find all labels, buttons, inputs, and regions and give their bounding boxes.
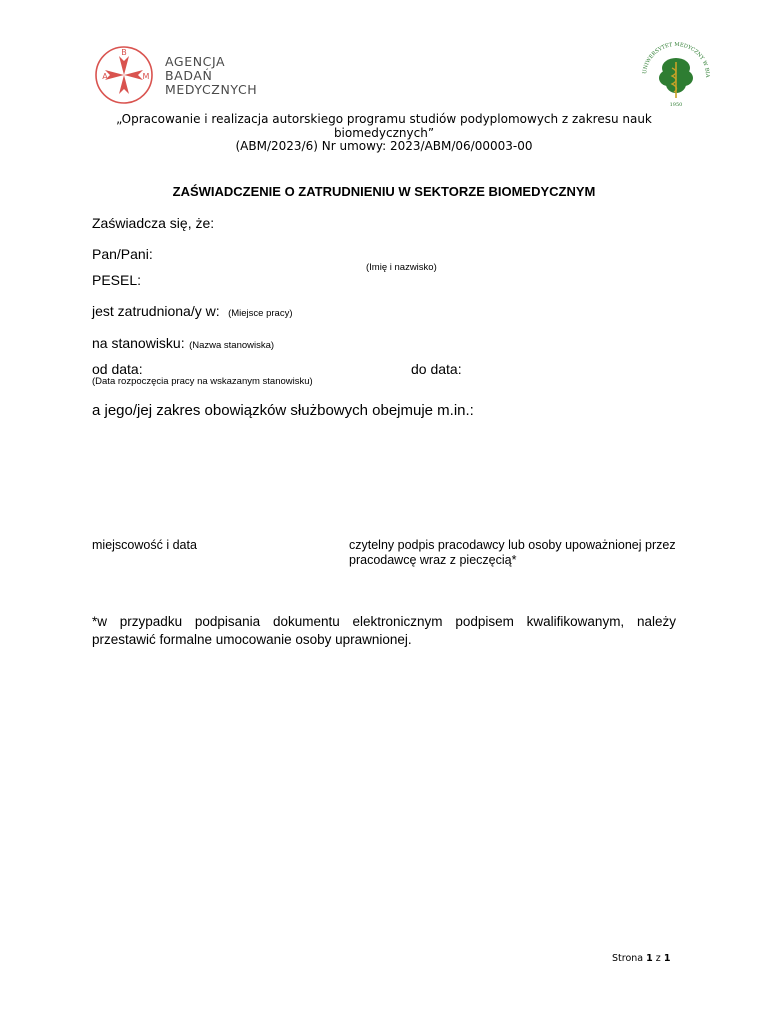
signer-label	[349, 538, 676, 568]
workplace-hint: (Miejsce pracy)	[228, 308, 293, 319]
signer-line-2: pracodawcę wraz z pieczęcią*	[349, 553, 517, 567]
header-line-1: „Opracowanie i realizacja autorskiego programu studiów podyplomowych z zakresu nauk	[116, 112, 652, 126]
place-date-label: miejscowość i data	[92, 538, 197, 552]
position-row	[92, 335, 274, 353]
position-label: na stanowisku:	[92, 335, 185, 351]
name-hint: (Imię i nazwisko)	[366, 262, 437, 273]
abm-letter-m: M	[142, 72, 150, 81]
employed-row	[92, 303, 292, 321]
abm-letter-a: A	[102, 72, 108, 81]
pesel-label: PESEL:	[92, 272, 142, 288]
abm-name-line-1: AGENCJA	[165, 54, 226, 69]
abm-logo-name	[165, 55, 257, 97]
pager-of: z	[655, 953, 661, 964]
certify-text: Zaświadcza się, że:	[92, 215, 215, 231]
duties-text: a jego/jej zakres obowiązków służbowych obejmuje m.in.:	[92, 402, 474, 419]
pager-label: Strona	[612, 953, 644, 964]
document-title: ZAŚWIADCZENIE O ZATRUDNIENIU W SEKTORZE BIOMEDYCZNYM	[172, 184, 596, 199]
page-number	[612, 953, 670, 964]
pager-current: 1	[646, 953, 653, 964]
pager-total: 1	[663, 953, 671, 964]
signer-line-1: czytelny podpis pracodawcy lub osoby upoważnionej przez	[349, 538, 676, 552]
abm-name-line-3: MEDYCZNYCH	[165, 82, 258, 97]
employed-label: jest zatrudniona/y w:	[92, 303, 220, 319]
abm-cross-icon	[92, 44, 162, 106]
date-to-label: do data:	[411, 361, 462, 377]
position-hint: (Nazwa stanowiska)	[189, 340, 275, 351]
header-line-3: (ABM/2023/6) Nr umowy: 2023/ABM/06/00003-00	[235, 139, 533, 153]
abm-letter-b: B	[121, 48, 127, 57]
umb-ring-text: UNIWERSYTET MEDYCZNY W BIA	[642, 41, 711, 78]
pan-pani-label: Pan/Pani:	[92, 246, 153, 262]
header-line-2: biomedycznych”	[333, 126, 435, 140]
footnote: *w przypadku podpisania dokumentu elektronicznym podpisem kwalifikowanym, należy przestawić formalne umocowanie osoby uprawnionej.	[92, 614, 676, 647]
date-hint: (Data rozpoczęcia pracy na wskazanym stanowisku)	[92, 376, 313, 387]
abm-name-line-2: BADAŃ	[165, 68, 213, 83]
umb-year: 1950	[669, 102, 683, 108]
umb-logo	[632, 40, 720, 112]
date-from-label: od data:	[92, 361, 143, 377]
umb-seal-icon	[632, 40, 720, 112]
